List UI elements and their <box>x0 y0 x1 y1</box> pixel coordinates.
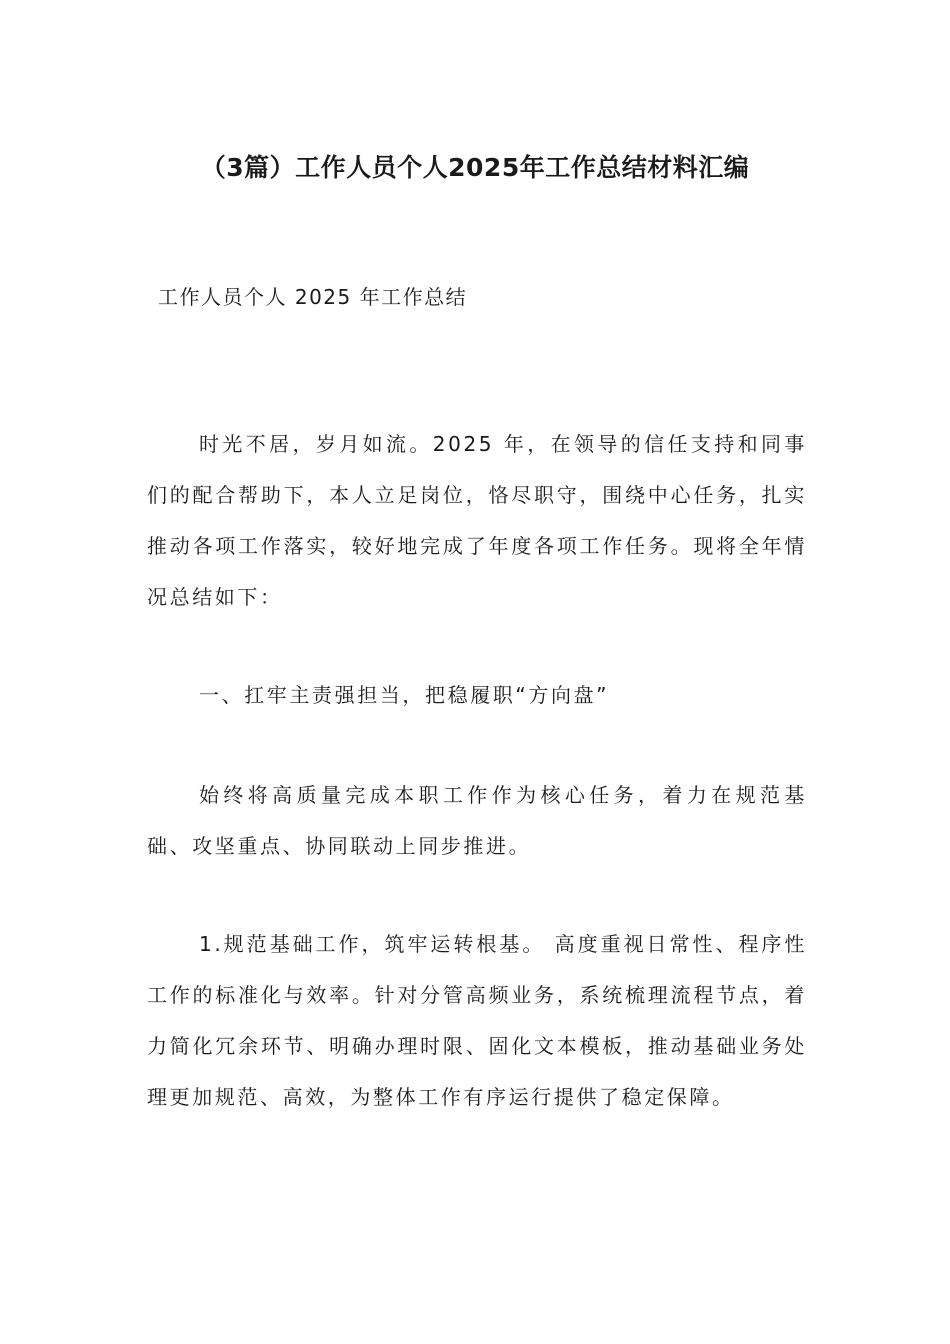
section-heading: 一、扛牢主责强担当，把稳履职“方向盘” <box>199 683 610 707</box>
subsection-paragraph: 1.规范基础工作，筑牢运转根基。 高度重视日常性、程序性工作的标准化与效率。针对分管高频业务，系统梳理流程节点，着力简化冗余环节、明确办理时限、固化文本模板，推动基础业务处理更加规范、高效，为整体工作有序运行提供了稳定保障。 <box>147 932 807 1109</box>
intro-paragraph: 时光不居，岁月如流。2025 年，在领导的信任支持和同事们的配合帮助下，本人立足岗位，恪尽职守，围绕中心任务，扎实推动各项工作落实，较好地完成了年度各项工作任务。现将全年情况总结如下： <box>147 432 807 609</box>
document-title: （3篇）工作人员个人2025年工作总结材料汇编 <box>200 153 750 182</box>
document-subtitle: 工作人员个人 2025 年工作总结 <box>158 285 468 309</box>
section-paragraph: 始终将高质量完成本职工作作为核心任务，着力在规范基础、攻坚重点、协同联动上同步推进。 <box>147 783 807 858</box>
